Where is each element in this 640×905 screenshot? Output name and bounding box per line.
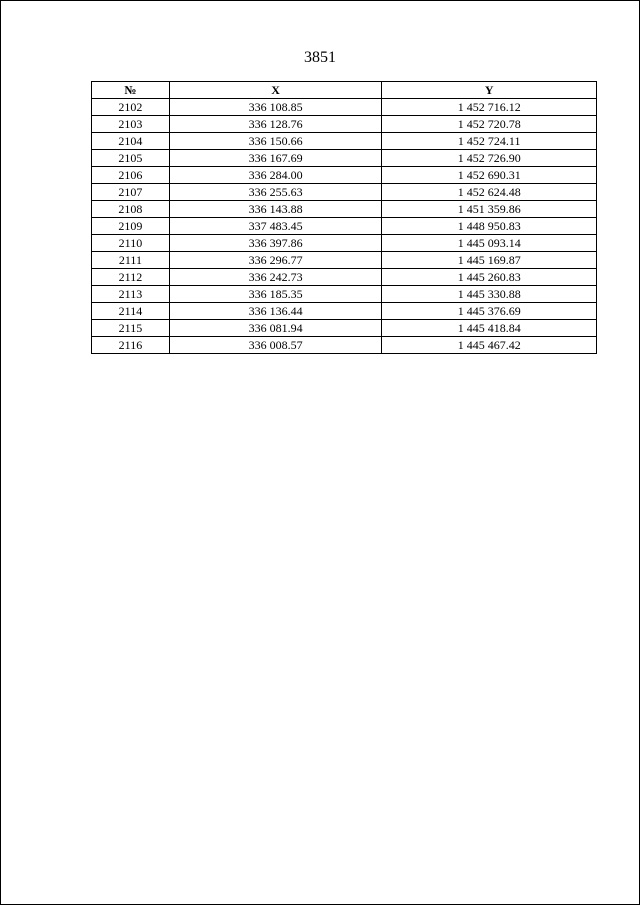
- table-row: [92, 337, 597, 354]
- cell-number: 2102: [92, 99, 170, 116]
- table-row: [92, 252, 597, 269]
- cell-x: 336 136.44: [169, 303, 382, 320]
- cell-y: 1 445 169.87: [382, 252, 597, 269]
- cell-x: 336 397.86: [169, 235, 382, 252]
- cell-x: 336 008.57: [169, 337, 382, 354]
- cell-number: 2112: [92, 269, 170, 286]
- cell-x: 336 284.00: [169, 167, 382, 184]
- cell-number: 2107: [92, 184, 170, 201]
- cell-number: 2109: [92, 218, 170, 235]
- cell-y: 1 445 418.84: [382, 320, 597, 337]
- cell-number: 2116: [92, 337, 170, 354]
- table-row: [92, 150, 597, 167]
- cell-y: 1 445 376.69: [382, 303, 597, 320]
- page-number: 3851: [304, 49, 336, 66]
- table-row: [92, 320, 597, 337]
- cell-x: 336 296.77: [169, 252, 382, 269]
- table-row: [92, 269, 597, 286]
- cell-number: 2110: [92, 235, 170, 252]
- cell-number: 2108: [92, 201, 170, 218]
- cell-x: 336 167.69: [169, 150, 382, 167]
- cell-number: 2104: [92, 133, 170, 150]
- cell-y: 1 445 467.42: [382, 337, 597, 354]
- header-number: №: [92, 82, 170, 99]
- cell-number: 2106: [92, 167, 170, 184]
- cell-x: 336 185.35: [169, 286, 382, 303]
- cell-x: 337 483.45: [169, 218, 382, 235]
- cell-y: 1 452 624.48: [382, 184, 597, 201]
- table-row: [92, 235, 597, 252]
- header-y: Y: [382, 82, 597, 99]
- table-row: [92, 99, 597, 116]
- cell-x: 336 108.85: [169, 99, 382, 116]
- cell-x: 336 242.73: [169, 269, 382, 286]
- table-row: [92, 116, 597, 133]
- cell-y: 1 452 724.11: [382, 133, 597, 150]
- cell-x: 336 150.66: [169, 133, 382, 150]
- coordinates-table: [91, 81, 597, 354]
- cell-number: 2113: [92, 286, 170, 303]
- cell-number: 2115: [92, 320, 170, 337]
- cell-x: 336 081.94: [169, 320, 382, 337]
- table-row: [92, 218, 597, 235]
- cell-x: 336 143.88: [169, 201, 382, 218]
- cell-y: 1 445 330.88: [382, 286, 597, 303]
- table-row: [92, 201, 597, 218]
- cell-x: 336 128.76: [169, 116, 382, 133]
- cell-y: 1 445 093.14: [382, 235, 597, 252]
- cell-y: 1 452 716.12: [382, 99, 597, 116]
- header-x: X: [169, 82, 382, 99]
- cell-y: 1 448 950.83: [382, 218, 597, 235]
- cell-number: 2114: [92, 303, 170, 320]
- table-row: [92, 167, 597, 184]
- cell-y: 1 452 720.78: [382, 116, 597, 133]
- cell-y: 1 452 726.90: [382, 150, 597, 167]
- cell-y: 1 451 359.86: [382, 201, 597, 218]
- cell-number: 2103: [92, 116, 170, 133]
- cell-y: 1 452 690.31: [382, 167, 597, 184]
- cell-y: 1 445 260.83: [382, 269, 597, 286]
- table-header-row: [92, 82, 597, 99]
- table-row: [92, 286, 597, 303]
- cell-number: 2111: [92, 252, 170, 269]
- table-row: [92, 303, 597, 320]
- table-row: [92, 133, 597, 150]
- table-row: [92, 184, 597, 201]
- cell-number: 2105: [92, 150, 170, 167]
- cell-x: 336 255.63: [169, 184, 382, 201]
